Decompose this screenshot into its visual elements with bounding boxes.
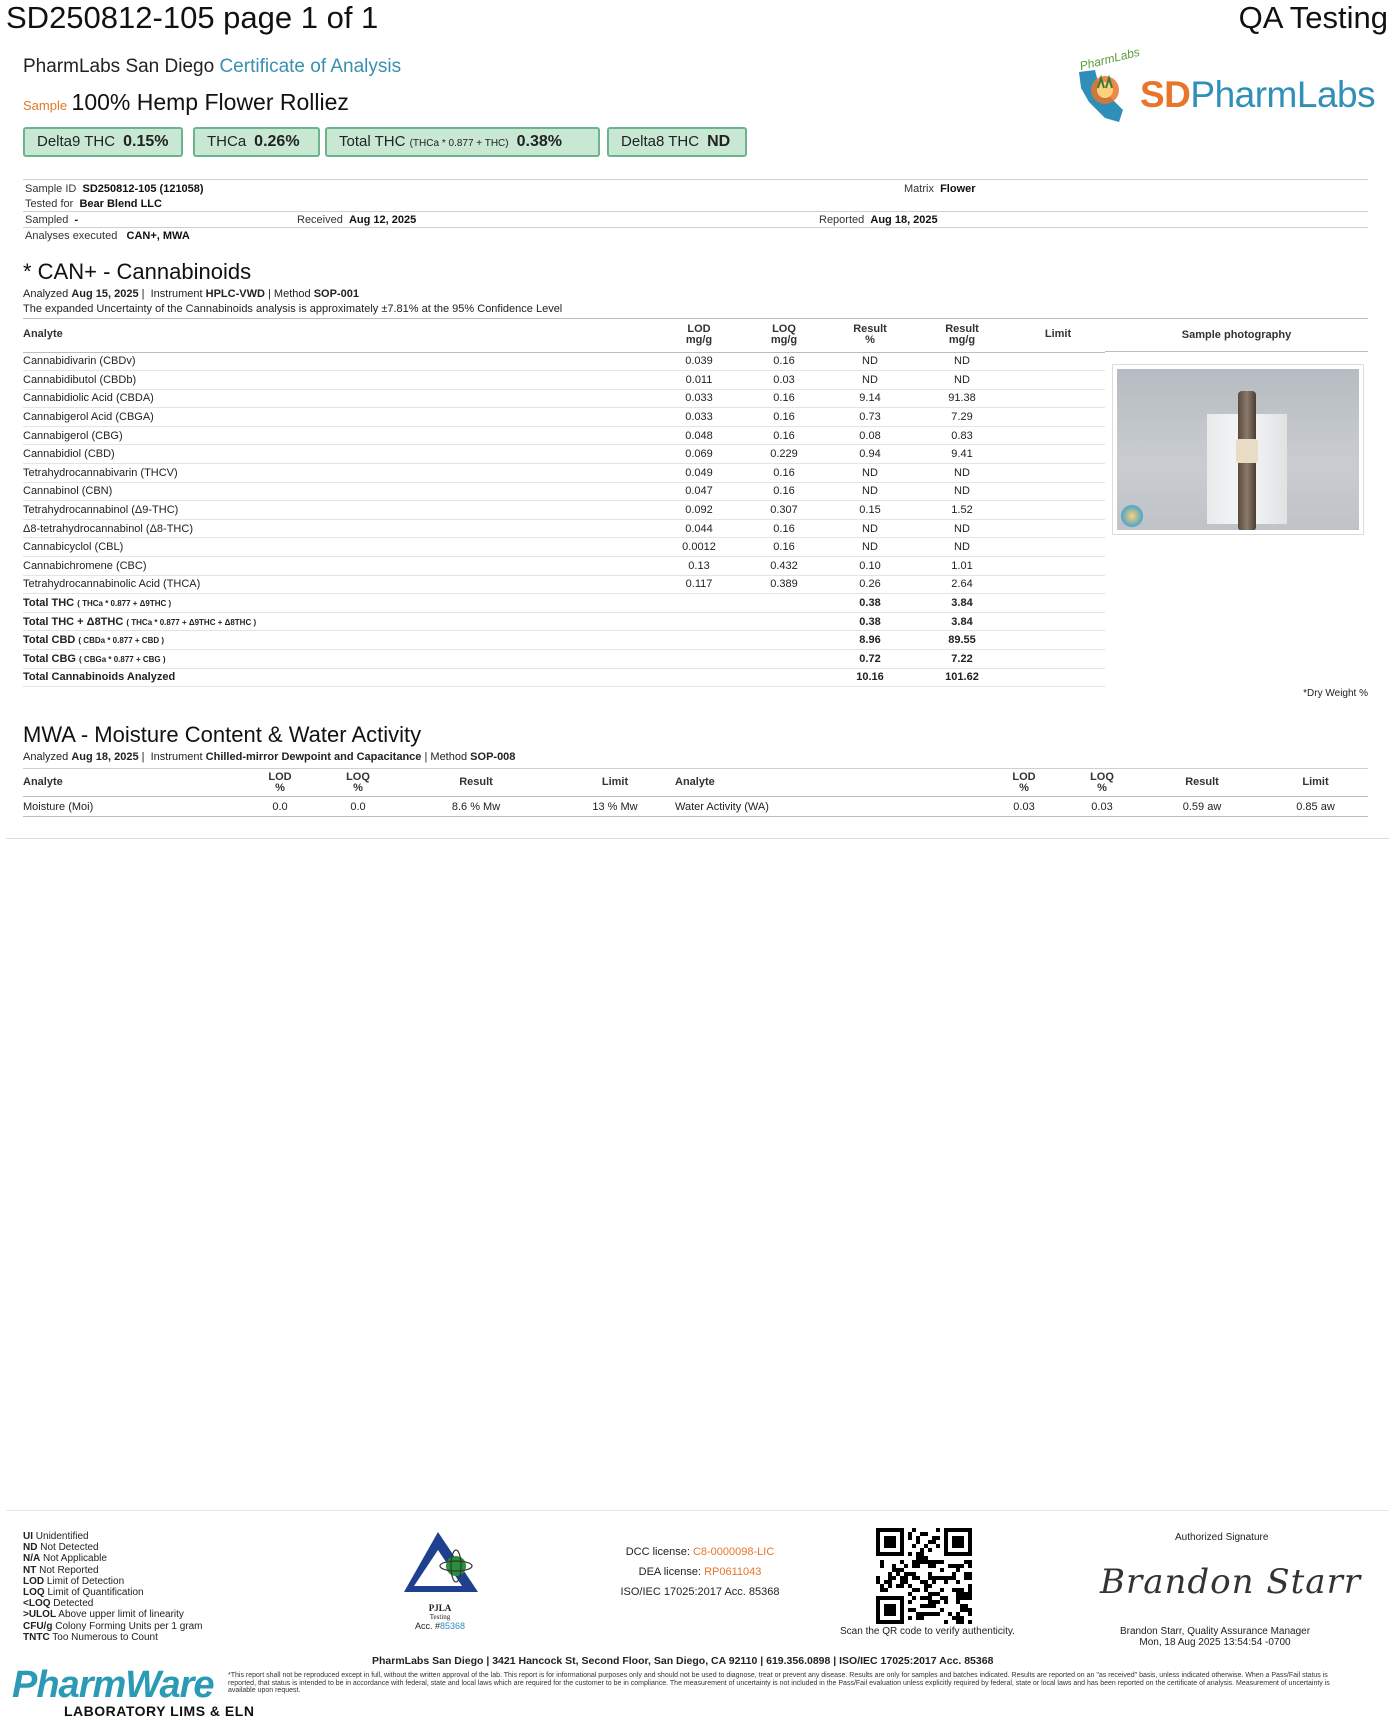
total-label-cell: Total Cannabinoids Analyzed xyxy=(23,668,657,687)
loq-cell: 0.16 xyxy=(741,389,827,408)
lod-cell: 0.117 xyxy=(657,575,741,594)
reported-label: Reported xyxy=(819,214,865,226)
can-instrument: HPLC-VWD xyxy=(205,288,265,300)
table-row xyxy=(23,371,1105,390)
matrix-label: Matrix xyxy=(904,183,934,195)
result-pct-cell: ND xyxy=(827,464,913,483)
lod-cell: 0.0012 xyxy=(657,538,741,557)
total-row xyxy=(23,594,1105,613)
signature-title: Authorized Signature xyxy=(1175,1532,1269,1543)
result-mg-cell: ND xyxy=(913,352,1011,371)
abbreviation-legend xyxy=(23,1531,203,1643)
total-row xyxy=(23,650,1105,669)
mwa-col-analyte2: Analyte xyxy=(675,769,985,797)
lab-header xyxy=(23,56,401,78)
reported-row xyxy=(819,214,938,226)
analyte-cell: Cannabinol (CBN) xyxy=(23,482,657,501)
result-pct-cell: ND xyxy=(827,482,913,501)
col-loq: LOQ mg/g xyxy=(741,318,827,352)
result-pct-cell: ND xyxy=(827,352,913,371)
lod-cell: 0.033 xyxy=(657,389,741,408)
total-pct-cell: 0.38 xyxy=(827,594,913,613)
legend-item: LOD Limit of Detection xyxy=(23,1575,125,1587)
delta9-pill xyxy=(23,127,183,157)
total-label-cell: Total CBG ( CBGa * 0.877 + CBG ) xyxy=(23,650,657,669)
total-pct-cell: 8.96 xyxy=(827,631,913,650)
mwa-method-label: Method xyxy=(430,751,468,763)
table-row xyxy=(23,797,1368,817)
mwa-col-loq2: LOQ % xyxy=(1063,769,1141,797)
mwa-col-result: Result xyxy=(397,769,555,797)
mwa-limit: 13 % Mw xyxy=(555,797,675,817)
loq-cell: 0.16 xyxy=(741,464,827,483)
cannabinoids-table xyxy=(23,318,1105,687)
empty-cell xyxy=(657,594,741,613)
watermark-logo-icon xyxy=(1121,505,1143,527)
total-label-cell: Total CBD ( CBDa * 0.877 + CBD ) xyxy=(23,631,657,650)
reported: Aug 18, 2025 xyxy=(870,214,938,226)
sign-date: Mon, 18 Aug 2025 13:54:54 -0700 xyxy=(1139,1637,1291,1648)
result-pct-cell: 0.15 xyxy=(827,501,913,520)
result-mg-cell: ND xyxy=(913,482,1011,501)
loq-cell: 0.16 xyxy=(741,352,827,371)
analyte-cell: Tetrahydrocannabinol (Δ9-THC) xyxy=(23,501,657,520)
delta9-label: Delta9 THC xyxy=(37,133,116,150)
table-row xyxy=(23,464,1105,483)
delta8-value: ND xyxy=(707,133,731,150)
can-analyzed-date: Aug 15, 2025 xyxy=(71,288,139,300)
empty-cell xyxy=(741,594,827,613)
table-row xyxy=(23,389,1105,408)
result-mg-cell: ND xyxy=(913,519,1011,538)
result-mg-cell: ND xyxy=(913,371,1011,390)
mwa-header-row xyxy=(23,769,1368,797)
analyte-cell: Cannabigerol (CBG) xyxy=(23,426,657,445)
mwa-instrument: Chilled-mirror Dewpoint and Capacitance xyxy=(205,751,422,763)
limit-cell xyxy=(1011,501,1105,520)
sample-label: Sample xyxy=(23,98,68,113)
limit-cell xyxy=(1011,408,1105,427)
pjla-name: PJLA xyxy=(428,1603,452,1613)
logo-arc-text: PharmLabs xyxy=(1078,44,1142,74)
loq-cell: 0.229 xyxy=(741,445,827,464)
lod-cell: 0.039 xyxy=(657,352,741,371)
received-label: Received xyxy=(297,214,343,226)
result-mg-cell: 1.01 xyxy=(913,557,1011,576)
dea-license: DEA license: RP0611043 xyxy=(638,1566,762,1578)
handwritten-signature: Brandon Starr xyxy=(1100,1562,1362,1602)
table-row xyxy=(23,538,1105,557)
mwa-loq: 0.0 xyxy=(319,797,397,817)
lab-name: PharmLabs San Diego xyxy=(23,56,215,77)
empty-cell xyxy=(741,631,827,650)
col-limit: Limit xyxy=(1011,318,1105,352)
license-block xyxy=(620,1542,780,1602)
result-mg-cell: ND xyxy=(913,538,1011,557)
col-result-mg: Result mg/g xyxy=(913,318,1011,352)
limit-cell xyxy=(1011,445,1105,464)
section-end-divider xyxy=(6,838,1389,839)
empty-cell xyxy=(657,631,741,650)
total-thc-pill xyxy=(325,127,600,157)
table-row xyxy=(23,408,1105,427)
col-lod: LOD mg/g xyxy=(657,318,741,352)
loq-cell: 0.16 xyxy=(741,482,827,501)
legend-item: <LOQ Detected xyxy=(23,1598,94,1610)
logo-pharmlabs: PharmLabs xyxy=(1190,74,1376,115)
dcc-license: DCC license: C8-0000098-LIC xyxy=(625,1546,775,1558)
analyte-cell: Cannabidivarin (CBDv) xyxy=(23,352,657,371)
table-row xyxy=(23,575,1105,594)
can-instrument-label: Instrument xyxy=(150,288,203,300)
pjla-badge xyxy=(400,1528,490,1631)
dry-weight-note: *Dry Weight % xyxy=(1303,688,1368,699)
table-row xyxy=(23,501,1105,520)
limit-cell xyxy=(1011,575,1105,594)
empty-cell xyxy=(1011,631,1105,650)
mwa-analyzed-label: Analyzed xyxy=(23,751,69,763)
tested-for-label: Tested for xyxy=(25,198,74,210)
info-lower-divider xyxy=(23,227,1368,228)
legend-item: ND Not Detected xyxy=(23,1542,99,1554)
mwa-result: 8.6 % Mw xyxy=(397,797,555,817)
sampled: - xyxy=(74,214,79,226)
result-pct-cell: 0.08 xyxy=(827,426,913,445)
mwa-result2: 0.59 aw xyxy=(1141,797,1263,817)
pharmware-logo xyxy=(12,1664,254,1719)
pharmware-sub: LABORATORY LIMS & ELN xyxy=(64,1703,255,1719)
total-mg-cell: 3.84 xyxy=(913,612,1011,631)
result-pct-cell: 9.14 xyxy=(827,389,913,408)
total-pct-cell: 0.72 xyxy=(827,650,913,669)
photo-column-header: Sample photography xyxy=(1105,318,1368,352)
lod-cell: 0.047 xyxy=(657,482,741,501)
result-pct-cell: ND xyxy=(827,371,913,390)
mwa-col-loq: LOQ % xyxy=(319,769,397,797)
analyses: CAN+, MWA xyxy=(126,230,190,242)
pjla-acc: Acc. #85368 xyxy=(414,1621,466,1631)
result-pct-cell: ND xyxy=(827,519,913,538)
result-pct-cell: 0.26 xyxy=(827,575,913,594)
empty-cell xyxy=(657,650,741,669)
mwa-col-limit: Limit xyxy=(555,769,675,797)
empty-cell xyxy=(1011,612,1105,631)
result-mg-cell: ND xyxy=(913,464,1011,483)
total-mg-cell: 101.62 xyxy=(913,668,1011,687)
lab-address: PharmLabs San Diego | 3421 Hancock St, Second Floor, San Diego, CA 92110 | 619.356.0898 | ISO/IEC 17025:2017 Acc. 85368 xyxy=(372,1655,994,1667)
legend-item: CFU/g Colony Forming Units per 1 gram xyxy=(23,1620,203,1632)
matrix-row xyxy=(904,183,976,195)
signer-block xyxy=(1110,1626,1320,1648)
lod-cell: 0.092 xyxy=(657,501,741,520)
can-method-label: Method xyxy=(273,288,311,300)
loq-cell: 0.03 xyxy=(741,371,827,390)
empty-cell xyxy=(741,612,827,631)
mwa-col-lod2: LOD % xyxy=(985,769,1063,797)
qr-note: Scan the QR code to verify authenticity. xyxy=(840,1626,1015,1637)
table-row xyxy=(23,519,1105,538)
sample-line xyxy=(23,89,349,116)
empty-cell xyxy=(657,612,741,631)
total-label-cell: Total THC + Δ8THC ( THCa * 0.877 + Δ9THC + Δ8THC ) xyxy=(23,612,657,631)
loq-cell: 0.16 xyxy=(741,426,827,445)
mwa-lod2: 0.03 xyxy=(985,797,1063,817)
result-pct-cell: 0.10 xyxy=(827,557,913,576)
pharmware-wordmark: PharmWare xyxy=(12,1664,214,1706)
empty-cell xyxy=(1011,594,1105,613)
sampled-label: Sampled xyxy=(25,214,69,226)
sampled-row xyxy=(25,214,78,226)
can-analyzed-label: Analyzed xyxy=(23,288,69,300)
legend-item: LOQ Limit of Quantification xyxy=(23,1587,144,1599)
delta8-label: Delta8 THC xyxy=(621,133,700,150)
doc-type: Certificate of Analysis xyxy=(219,56,402,77)
sample-id: SD250812-105 (121058) xyxy=(82,183,204,195)
limit-cell xyxy=(1011,426,1105,445)
thca-value: 0.26% xyxy=(254,133,300,150)
total-thc-label: Total THC xyxy=(339,133,406,150)
lod-cell: 0.069 xyxy=(657,445,741,464)
analyte-cell: Cannabichromene (CBC) xyxy=(23,557,657,576)
delta9-value: 0.15% xyxy=(123,133,169,150)
can-analysis-meta: Analyzed Aug 15, 2025 | Instrument HPLC-VWD | Method SOP-001 xyxy=(23,288,359,300)
total-row xyxy=(23,631,1105,650)
loq-cell: 0.16 xyxy=(741,408,827,427)
report-id: SD250812-105 page 1 of 1 xyxy=(6,0,379,35)
lod-cell: 0.13 xyxy=(657,557,741,576)
sample-id-row xyxy=(25,183,204,195)
received-row xyxy=(297,214,416,226)
thca-pill xyxy=(193,127,320,157)
total-pct-cell: 0.38 xyxy=(827,612,913,631)
iso-accreditation: ISO/IEC 17025:2017 Acc. 85368 xyxy=(620,1586,780,1598)
analyte-cell: Cannabigerol Acid (CBGA) xyxy=(23,408,657,427)
mwa-analyzed-date: Aug 18, 2025 xyxy=(71,751,139,763)
legend-item: TNTC Too Numerous to Count xyxy=(23,1631,158,1643)
table-row xyxy=(23,557,1105,576)
empty-cell xyxy=(1011,650,1105,669)
analyte-cell: Cannabicyclol (CBL) xyxy=(23,538,657,557)
analyte-cell: Tetrahydrocannabinolic Acid (THCA) xyxy=(23,575,657,594)
info-mid-divider xyxy=(23,211,1368,212)
analyte-cell: Cannabidiolic Acid (CBDA) xyxy=(23,389,657,408)
analyte-cell: Tetrahydrocannabivarin (THCV) xyxy=(23,464,657,483)
footer-divider xyxy=(6,1510,1389,1511)
legend-item: UI Unidentified xyxy=(23,1531,89,1542)
limit-cell xyxy=(1011,538,1105,557)
mwa-col-analyte: Analyte xyxy=(23,769,241,797)
result-mg-cell: 2.64 xyxy=(913,575,1011,594)
mwa-method: SOP-008 xyxy=(470,751,516,763)
logo-sd: SD xyxy=(1140,74,1191,115)
total-row xyxy=(23,612,1105,631)
legend-item: N/A Not Applicable xyxy=(23,1553,107,1565)
loq-cell: 0.16 xyxy=(741,519,827,538)
logo-wordmark xyxy=(1140,74,1375,116)
can-method: SOP-001 xyxy=(313,288,359,300)
can-section-title: * CAN+ - Cannabinoids xyxy=(23,259,252,284)
thca-label: THCa xyxy=(207,133,247,150)
limit-cell xyxy=(1011,371,1105,390)
analyte-cell: Cannabidiol (CBD) xyxy=(23,445,657,464)
result-mg-cell: 1.52 xyxy=(913,501,1011,520)
col-result-pct: Result % xyxy=(827,318,913,352)
total-mg-cell: 89.55 xyxy=(913,631,1011,650)
analyte-cell: Cannabidibutol (CBDb) xyxy=(23,371,657,390)
delta8-pill xyxy=(607,127,747,157)
tested-for-row xyxy=(25,198,162,210)
legend-item: >ULOL Above upper limit of linearity xyxy=(23,1609,184,1621)
mwa-analyte: Moisture (Moi) xyxy=(23,797,241,817)
empty-cell xyxy=(741,668,827,687)
analyte-cell: Δ8-tetrahydrocannabinol (Δ8-THC) xyxy=(23,519,657,538)
legend-item: NT Not Reported xyxy=(23,1564,99,1576)
qa-label: QA Testing xyxy=(1238,0,1388,35)
total-thc-formula: (THCa * 0.877 + THC) xyxy=(409,138,509,149)
mwa-loq2: 0.03 xyxy=(1063,797,1141,817)
empty-cell xyxy=(741,650,827,669)
total-pct-cell: 10.16 xyxy=(827,668,913,687)
limit-cell xyxy=(1011,519,1105,538)
moisture-table xyxy=(23,768,1368,817)
lod-cell: 0.049 xyxy=(657,464,741,483)
disclaimer: *This report shall not be reproduced except in full, without the written approval of the lab. This report is for informational purposes only and should not be used to diagnose, treat or prevent any disease. Results are only for samples and batches indicated. Results are reported on an "as received" basis, unless indicated otherwise. When a Pass/Fail status is reported, that status is intended to be in accordance with federal, state and local laws which are required for the customer to be in compliance. The measurement of uncertainty is not included in the Pass/Fail evaluation unless explicitly required by federal, state or local laws and has been reported on the certificate of analysis. Measurement of uncertainty is available upon request. xyxy=(228,1672,1330,1694)
mwa-section-title: MWA - Moisture Content & Water Activity xyxy=(23,722,422,747)
analyses-row xyxy=(25,230,190,242)
col-analyte: Analyte xyxy=(23,318,657,352)
mwa-instrument-label: Instrument xyxy=(150,751,203,763)
result-mg-cell: 9.41 xyxy=(913,445,1011,464)
loq-cell: 0.16 xyxy=(741,538,827,557)
lod-cell: 0.033 xyxy=(657,408,741,427)
table-row xyxy=(23,352,1105,371)
pjla-sub: Testing xyxy=(429,1613,451,1621)
limit-cell xyxy=(1011,557,1105,576)
signer-name: Brandon Starr, Quality Assurance Manager xyxy=(1119,1626,1311,1637)
mwa-col-limit2: Limit xyxy=(1263,769,1368,797)
sample-id-label: Sample ID xyxy=(25,183,77,195)
limit-cell xyxy=(1011,482,1105,501)
result-mg-cell: 0.83 xyxy=(913,426,1011,445)
matrix: Flower xyxy=(940,183,976,195)
lod-cell: 0.048 xyxy=(657,426,741,445)
total-label-cell: Total THC ( THCa * 0.877 + Δ9THC ) xyxy=(23,594,657,613)
loq-cell: 0.389 xyxy=(741,575,827,594)
lod-cell: 0.044 xyxy=(657,519,741,538)
mwa-analysis-meta: Analyzed Aug 18, 2025 | Instrument Chilled-mirror Dewpoint and Capacitance | Method SOP-008 xyxy=(23,751,516,763)
total-thc-value: 0.38% xyxy=(516,133,562,150)
sdpharmlabs-logo xyxy=(1065,44,1376,132)
empty-cell xyxy=(657,668,741,687)
tested-for: Bear Blend LLC xyxy=(79,198,162,210)
mwa-analyte2: Water Activity (WA) xyxy=(675,797,985,817)
table-header-row xyxy=(23,318,1105,352)
can-uncertainty: The expanded Uncertainty of the Cannabinoids analysis is approximately ±7.81% at the 95% Confidence Level xyxy=(23,303,563,315)
table-row xyxy=(23,426,1105,445)
received: Aug 12, 2025 xyxy=(348,214,417,226)
analyses-label: Analyses executed xyxy=(25,230,118,242)
total-mg-cell: 7.22 xyxy=(913,650,1011,669)
table-row xyxy=(23,482,1105,501)
result-pct-cell: ND xyxy=(827,538,913,557)
sample-photo xyxy=(1117,369,1359,530)
result-mg-cell: 7.29 xyxy=(913,408,1011,427)
limit-cell xyxy=(1011,464,1105,483)
result-mg-cell: 91.38 xyxy=(913,389,1011,408)
mwa-col-lod: LOD % xyxy=(241,769,319,797)
result-pct-cell: 0.73 xyxy=(827,408,913,427)
mwa-lod: 0.0 xyxy=(241,797,319,817)
loq-cell: 0.307 xyxy=(741,501,827,520)
loq-cell: 0.432 xyxy=(741,557,827,576)
limit-cell xyxy=(1011,352,1105,371)
total-row xyxy=(23,668,1105,687)
table-row xyxy=(23,445,1105,464)
result-pct-cell: 0.94 xyxy=(827,445,913,464)
total-mg-cell: 3.84 xyxy=(913,594,1011,613)
mwa-limit2: 0.85 aw xyxy=(1263,797,1368,817)
limit-cell xyxy=(1011,389,1105,408)
sample-photo-frame xyxy=(1112,364,1364,535)
empty-cell xyxy=(1011,668,1105,687)
sample-name: 100% Hemp Flower Rolliez xyxy=(71,89,349,115)
lod-cell: 0.011 xyxy=(657,371,741,390)
pjla-triangle-icon xyxy=(400,1528,490,1598)
info-top-divider xyxy=(23,179,1368,180)
qr-code-icon[interactable] xyxy=(876,1528,972,1624)
mwa-col-result2: Result xyxy=(1141,769,1263,797)
